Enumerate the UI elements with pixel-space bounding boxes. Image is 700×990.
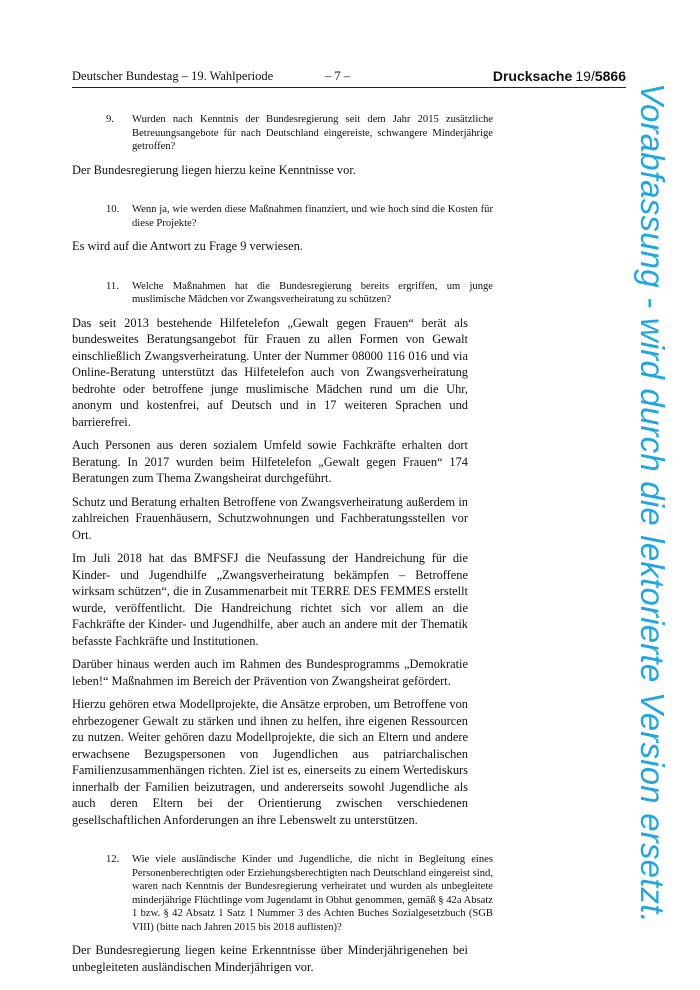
answer-11 [72, 315, 468, 829]
header-drucksache [493, 66, 626, 87]
header-rule [72, 87, 626, 88]
answer-paragraph: Auch Personen aus deren sozialem Umfeld sowie Fachkräfte erhalten dort Beratung. In 2017 wurden beim Hilfetelefon „Gewalt gegen Frauen“ 174 Beratungen zum Thema Zwangsheirat durchgeführt. [72, 438, 468, 485]
question-number: 9. [106, 114, 114, 125]
question-10 [72, 203, 628, 230]
question-number: 11. [106, 280, 119, 292]
answer-paragraph: Hierzu gehören etwa Modellprojekte, die Ansätze erproben, um Betroffene von ehrbezogener Gewalt zu stärken und ihnen zu helfen, ihre eigenen Ressourcen zu nutzen. Weiter gehören dazu Modellprojekte, die sich an Eltern und andere erwachsene Bezugspersonen von Jugendlichen aus patriarchalischen Familienzusammenhängen richten. Ziel ist es, einerseits zu einem Wertediskurs innerhalb der Familien beizutragen, und andererseits sowohl Jugendliche als auch deren Eltern bei der Orientierung zwischen verschiedenen gesellschaftlichen Anforderungen an ihre Lebenswelt zu unterstützen. [72, 697, 468, 827]
drucksache-label: Drucksache [492, 68, 573, 84]
watermark-text: Vorabfassung - wird durch die lektorierte Version ersetzt. [634, 82, 671, 924]
spacer [72, 835, 628, 853]
header-parliament: Deutscher Bundestag – 19. Wahlperiode [72, 69, 274, 83]
spacer [72, 185, 628, 203]
answer-12: Der Bundesregierung liegen keine Erkenntnisse über Minderjährigenehen bei unbegleiteten ausländischen Minderjährigen vor. [72, 943, 468, 974]
answer-9: Der Bundesregierung liegen hierzu keine Kenntnisse vor. [72, 162, 356, 177]
drucksache-prefix: 19/ [575, 68, 595, 84]
question-9 [72, 113, 628, 154]
answer-paragraph: Schutz und Beratung erhalten Betroffene von Zwangsverheiratung außerdem in zahlreichen Frauenhäusern, Schutzwohnungen und Fachberatungsstellen vor Ort. [72, 494, 468, 542]
drucksache-number: 5866 [594, 68, 626, 84]
answer-paragraph: Darüber hinaus werden auch im Rahmen des Bundesprogramms „Demokratie leben!“ Maßnahmen im Bereich der Prävention von Zwangsheirat gefördert. [72, 657, 468, 688]
answer-paragraph: Das seit 2013 bestehende Hilfetelefon „Gewalt gegen Frauen“ berät als bundesweites Beratungsangebot für Frauen zu allen Formen von Gewalt einschließlich Zwangsverheiratung. Unter der Nummer 08000 116 016 und via Online-Beratung unterstützt das Hilfetelefon auch von Zwangsverheiratung bedrohte oder betroffene junge muslimische Mädchen rund um die Uhr, anonym und kostenfrei, auf Deutsch und in 17 weiteren Sprachen und barrierefrei. [72, 315, 468, 429]
answer-paragraph: Im Juli 2018 hat das BMFSFJ die Neufassung der Handreichung für die Kinder- und Jugendhilfe „Zwangsverheiratung bekämpfen – Betroffene wirksam schützen“, die in Zusammenarbeit mit TERRE DES FEMMES erstellt wurde, veröffentlicht. Die Handreichung richtet sich vor allem an die Fachkräfte der Kinder- und Jugendhilfe, aber auch an andere mit der Thematik befasste Fachkräfte und Institutionen. [72, 551, 468, 648]
question-11 [72, 280, 628, 307]
question-text: Wie viele ausländische Kinder und Jugendliche, die nicht in Begleitung eines Personenberechtigten oder Erziehungsberechtigten nach Deutschland eingereist sind, waren nach Kenntnis der Bundesregierung verheiratet und wurden als unbegleitete minderjährige Flüchtlinge vom Jugendamt in Obhut genommen, gemäß § 42a Absatz 1 bzw. § 42 Absatz 1 Satz 1 Nummer 3 des Achten Buches Sozialgesetzbuch (SGB VIII) (bitte nach Jahren 2015 bis 2018 auflisten)? [132, 854, 493, 933]
question-text: Wurden nach Kenntnis der Bundesregierung seit dem Jahr 2015 zusätzliche Betreuungsangebote für nach Deutschland eingereiste, schwangere Minderjährige getroffen? [132, 114, 493, 152]
main-content [72, 113, 628, 982]
question-number: 12. [106, 854, 120, 865]
question-text: Wenn ja, wie werden diese Maßnahmen finanziert, und wie hoch sind die Kosten für diese Projekte? [132, 204, 493, 229]
draft-watermark [632, 82, 672, 924]
question-text: Welche Maßnahmen hat die Bundesregierung bereits ergriffen, um junge muslimische Mädchen vor Zwangsverheiratung zu schützen? [132, 280, 493, 305]
page-number: – 7 – [325, 69, 350, 83]
page-header [72, 66, 626, 86]
question-12 [72, 853, 628, 934]
question-number: 10. [106, 204, 120, 215]
spacer [72, 262, 628, 280]
answer-10: Es wird auf die Antwort zu Frage 9 verwiesen. [72, 239, 303, 253]
